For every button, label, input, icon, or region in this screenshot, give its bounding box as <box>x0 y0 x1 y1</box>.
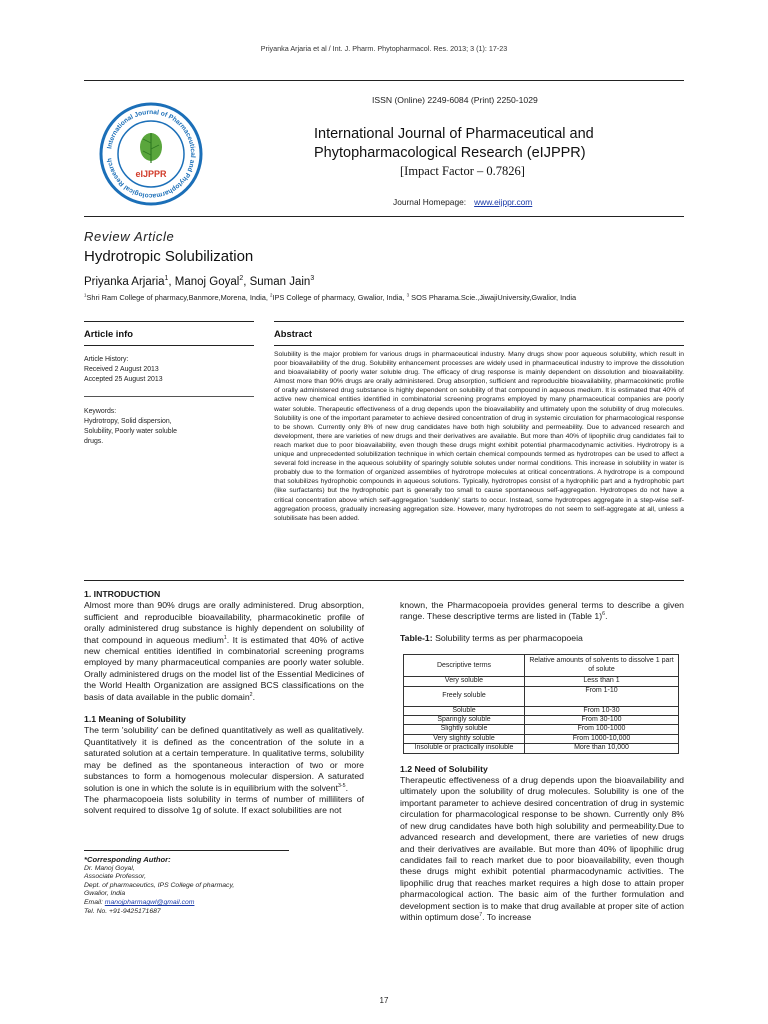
citation: 3-5 <box>338 782 346 789</box>
keywords-line: Solubility, Poorly water soluble <box>84 428 177 435</box>
abstract-text: Solubility is the major problem for various drugs in pharmaceutical industry. Many drugs show poor aqueous solubility, which result in poor bioavailability of the drug. Solubility enhancement processes are widely used in pharmaceutical industry to improve the dissolution and bioavailability of poorly water soluble drug. The efficacy of drug response is mainly dependent on dissolution and bioavailability. Almost more than 90% drugs are orally administered. Drug absorption, sufficient and reproducible bioavailability, pharmacokinetic profile of orally administered drug substance is highly dependent on solubility of that compound in aqueous medium. It is estimated that 40% of active new chemical entities identified in combinatorial screening programs employed by many pharmaceutical companies are poorly water soluble. Therapeutic effectiveness of a drug depends upon the bioavailability and ultimately upon the solubility of drug molecules. Solubility is one of the important parameter to achieve desired concentration of drug in systemic circulation for pharmacological response to be shown. Currently only 8% of new drug candidates have both high solubility and permeability. Due to advanced research and development, there are varieties of new drugs and their derivatives are available. But more than 40% of lipophilic drug candidates fail to reach market due to poor bioavailability, even though these drugs might exhibit potential pharmacodynamic activities. Hydrotropy is a unique and unprecedented solubilization technique in which certain chemical compounds termed as hydrotropes can be used to affect a several fold increase in the aqueous solubility of sparingly soluble solutes under normal conditions. This increase in solubility in water is probably due to the formation of organized assemblies of hydrotrope molecules at critical concentrations. A hydrotrope is a compound that solubilizes hydrophobic compounds in aqueous solutions. Typically, hydrotropes consist of a hydrophilic part and a hydrophobic part (like surfactants) but the hydrophobic part is generally too small to cause spontaneous self-aggregation. Hydrotropes do not have a critical concentration above which self-aggregation 'suddenly' starts to occur. Instead, some hydrotropes aggregate in a step-wise self-aggregation process, gradually increasing aggregation size. However, many hydrotropes do not seem to self-aggregate at all, unless a solubilisate has been added. <box>274 351 684 522</box>
text-run: . To increase <box>482 911 532 922</box>
email-label: Email: <box>84 898 103 906</box>
article-type: Review Article <box>84 229 175 244</box>
table-row <box>404 725 679 734</box>
corr-tel: Tel. No. +91-9425171687 <box>84 907 161 915</box>
table-cell: From 100-1000 <box>525 725 679 734</box>
journal-logo <box>96 99 206 209</box>
text-run: . <box>605 611 608 622</box>
table-row <box>404 686 679 706</box>
info-mid-rule-left <box>84 345 254 346</box>
author-superscript: 3 <box>310 275 315 283</box>
table-caption <box>400 633 684 644</box>
table-cell: Less than 1 <box>525 677 679 686</box>
logo-emblem-icon <box>96 99 206 209</box>
email-link[interactable]: manojpharmagwl@gmail.com <box>104 898 195 906</box>
author-name: Manoj Goyal <box>174 276 240 288</box>
logo-ring-text: International Journal of Pharmaceutical and Phytopharmacological Research <box>106 108 197 200</box>
right-column <box>400 600 684 923</box>
table-row <box>404 734 679 743</box>
author-name: Priyanka Arjaria <box>84 276 165 288</box>
affiliation-2: IPS College of pharmacy, Gwalior, India, <box>272 293 405 302</box>
history-rule <box>84 396 254 397</box>
corresponding-author <box>84 856 234 916</box>
solubility-paragraph <box>84 725 364 793</box>
intro-paragraph <box>84 600 364 703</box>
left-column <box>84 589 364 817</box>
citation: 2 <box>249 691 253 698</box>
pharmacopoeia-paragraph: The pharmacopoeia lists solubility in terms of number of milliliters of solvent required to dissolve 1g of solute. If exact solubilities are not <box>84 793 364 816</box>
received-date: Received 2 August 2013 <box>84 366 159 373</box>
abstract-heading: Abstract <box>274 328 313 339</box>
table-caption-text: Solubility terms as per pharmacopoeia <box>432 632 583 643</box>
logo-center-text: eIJPPR <box>135 169 167 179</box>
info-top-rule-right <box>274 321 684 322</box>
accepted-date: Accepted 25 August 2013 <box>84 376 163 383</box>
affil-superscript: 3 <box>406 292 410 298</box>
text-run: . <box>345 782 348 793</box>
article-history <box>84 355 163 385</box>
table-header-row <box>404 655 679 677</box>
table-cell: Freely soluble <box>404 686 525 706</box>
header-top-rule <box>84 80 684 81</box>
journal-title-line2: Phytopharmacological Research (eIJPPR) <box>314 144 586 161</box>
citation: 7 <box>479 912 483 919</box>
table-row <box>404 716 679 725</box>
text-run: Therapeutic effectiveness of a drug depends upon the bioavailability and ultimately upon the solubility of drug molecules. Solubility is one of the important parameter to achieve desired concentration of drug in systemic circulation for pharmacological response to be shown. Currently only 8% of new drug candidates have both high solubility and permeability.Due to advanced research and development, there are varieties of new drugs and their derivatives are available. But more than 40% of lipophilic drug candidates fail to reach market due to poor bioavailability, even though these drugs might exhibit potential pharmacodynamic activities. The lipophilic drug that reaches market requires a high dose to attain proper pharmacological action. The basic aim of the further formulation and development section is to make that drug available at proper site of action within optimum dose <box>400 775 684 922</box>
text-run: Almost more than 90% drugs are orally administered. Drug absorption, sufficient and reproducible bioavailability, pharmacokinetic profile of orally administered drug substance is highly dependent on solubility of that compound in aqueous medium <box>84 600 364 645</box>
footnote-rule <box>84 850 289 851</box>
table-row <box>404 706 679 715</box>
citation: 1 <box>223 634 227 641</box>
affiliation-3: SOS Pharama.Scie.,JiwajiUniversity,Gwalior, India <box>411 293 577 302</box>
citation: 6 <box>602 611 606 618</box>
table-cell: More than 10,000 <box>525 744 679 753</box>
need-paragraph <box>400 775 684 923</box>
table-header-cell: Relative amounts of solvents to dissolve 1 part of solute <box>525 655 679 677</box>
table-cell: Soluble <box>404 706 525 715</box>
corr-email-line <box>84 899 234 908</box>
section-heading-need-of-solubility: 1.2 Need of Solubility <box>400 763 488 774</box>
text-run: . <box>252 691 255 702</box>
section-heading-introduction: 1. INTRODUCTION <box>84 589 161 599</box>
history-label: Article History: <box>84 356 129 363</box>
table-caption-label: Table-1: <box>400 632 433 643</box>
table-cell: Very soluble <box>404 677 525 686</box>
table-row <box>404 677 679 686</box>
corr-city: Gwalior, India <box>84 890 126 898</box>
table-cell: From 30-100 <box>525 716 679 725</box>
author-name: Suman Jain <box>249 276 311 288</box>
abstract-bottom-rule <box>84 580 684 581</box>
running-head: Priyanka Arjaria et al / Int. J. Pharm. Phytopharmacol. Res. 2013; 3 (1): 17-23 <box>260 44 508 53</box>
table-header-cell: Descriptive terms <box>404 655 525 677</box>
keywords-line: Hydrotropy, Solid dispersion, <box>84 418 172 425</box>
homepage-link[interactable]: www.eijppr.com <box>474 197 533 207</box>
corr-title: Associate Professor, <box>84 873 146 881</box>
table-cell: From 10-30 <box>525 706 679 715</box>
author-superscript: 2 <box>239 275 244 283</box>
table-cell: Insoluble or practically insoluble <box>404 744 525 753</box>
header-bottom-rule <box>84 216 684 217</box>
journal-title-line1: International Journal of Pharmaceutical and <box>314 126 594 142</box>
affiliation-1: Shri Ram College of pharmacy,Banmore,Morena, India, <box>86 293 268 302</box>
table-cell: From 1000-10,000 <box>525 734 679 743</box>
article-title: Hydrotropic Solubilization <box>84 248 254 265</box>
continued-paragraph <box>400 600 684 623</box>
info-mid-rule-right <box>274 345 684 346</box>
corr-name: Dr. Manoj Goyal, <box>84 864 135 872</box>
info-top-rule-left <box>84 321 254 322</box>
table-cell: Very slightly soluble <box>404 734 525 743</box>
impact-factor: [Impact Factor – 0.7826] <box>400 164 525 178</box>
keywords <box>84 407 209 447</box>
article-info-heading: Article info <box>84 328 133 339</box>
authors: Priyanka Arjaria$^1$, Manoj Goyal$^2$, Suman Jain$^3$ <box>84 275 315 288</box>
homepage-label: Journal Homepage: <box>393 197 467 207</box>
journal-homepage <box>393 197 532 207</box>
author-superscript: 1 <box>164 275 169 283</box>
keywords-label: Keywords: <box>84 408 117 415</box>
table-cell: From 1-10 <box>525 686 679 706</box>
solubility-table <box>403 654 679 753</box>
corr-dept: Dept. of pharmaceutics, IPS College of pharmacy, <box>84 881 235 889</box>
affil-superscript: 1 <box>84 292 87 298</box>
text-run: . It is estimated that 40% of active new chemical entities identified in combinatorial screening programs employed by many pharmaceutical companies are poorly water soluble. Orally administered drugs on the model list of the Essential Medicines of the World Health Organization are assigned BCS classifications on the basis of data available in the public domain <box>84 634 364 702</box>
table-cell: Sparingly soluble <box>404 716 525 725</box>
corresponding-heading: *Corresponding Author: <box>84 855 171 864</box>
issn-line: ISSN (Online) 2249-6084 (Print) 2250-1029 <box>372 95 538 105</box>
table-row <box>404 744 679 753</box>
affil-superscript: 2 <box>269 292 273 298</box>
text-run: known, the Pharmacopoeia provides general terms to describe a given range. These descriptive terms are listed in (Table 1) <box>400 600 684 622</box>
journal-title <box>314 125 654 162</box>
table-cell: Slightly soluble <box>404 725 525 734</box>
section-heading-solubility: 1.1 Meaning of Solubility <box>84 714 186 725</box>
text-run: The term 'solubility' can be defined quantitatively as well as qualitatively. Quantitatively it is defined as the concentration of the solute in a saturated solution at a certain temperature. In qualitative terms, solubility may be defined as the spontaneous interaction of two or more substances to form a homogenous molecular dispersion. A saturated solution is one in which the solute is in equilibrium with the solvent <box>84 725 364 793</box>
affiliations <box>84 293 576 302</box>
keywords-line: drugs. <box>84 438 104 445</box>
page-number: 17 <box>379 996 389 1005</box>
